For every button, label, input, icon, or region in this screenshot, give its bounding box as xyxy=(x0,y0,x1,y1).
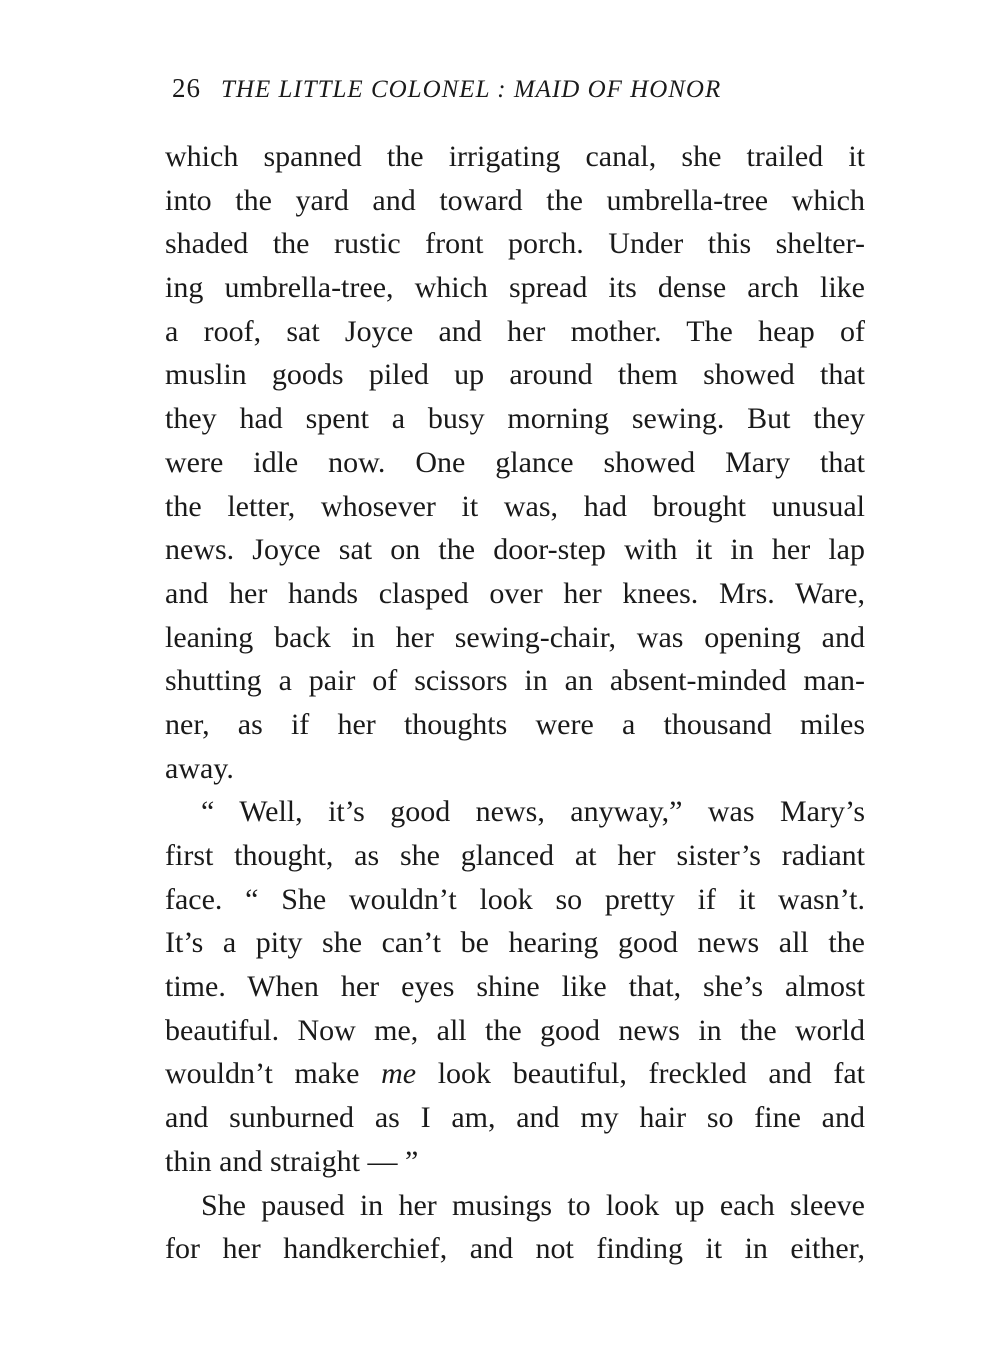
text-line: time. When her eyes shine like that, she’s almost xyxy=(165,970,865,1004)
text-line: and her hands clasped over her knees. Mrs. Ware, xyxy=(165,576,865,610)
running-head xyxy=(172,70,872,108)
text-line-with-emphasis xyxy=(165,1052,865,1096)
running-title: THE LITTLE COLONEL : MAID OF HONOR xyxy=(221,76,722,103)
text-line: beautiful. Now me, all the good news in the world xyxy=(165,1013,865,1047)
emphasized-word: me xyxy=(381,1057,417,1091)
text-line: leaning back in her sewing-chair, was opening and xyxy=(165,620,865,654)
text-line: muslin goods piled up around them showed that xyxy=(165,358,865,392)
text-line: first thought, as she glanced at her sister’s radiant xyxy=(165,839,865,872)
page-number: 26 xyxy=(172,73,201,103)
text-line: for her handkerchief, and not finding it in either, xyxy=(165,1232,865,1266)
paragraph-start-line: She paused in her musings to look up each sleeve xyxy=(201,1188,865,1222)
text-line: shaded the rustic front porch. Under this shelter- xyxy=(165,227,865,261)
text-line: the letter, whosever it was, had brought unusual xyxy=(165,489,865,523)
text-line: they had spent a busy morning sewing. But they xyxy=(165,402,865,436)
text-segment: look beautiful, freckled and fat xyxy=(416,1057,865,1091)
text-line: and sunburned as I am, and my hair so fine and xyxy=(165,1101,865,1135)
text-line: into the yard and toward the umbrella-tree which xyxy=(165,183,865,217)
text-line: ner, as if her thoughts were a thousand miles xyxy=(165,707,865,741)
text-line: shutting a pair of scissors in an absent-minded man- xyxy=(165,664,865,698)
text-line: a roof, sat Joyce and her mother. The heap of xyxy=(165,314,865,348)
text-line: It’s a pity she can’t be hearing good news all the xyxy=(165,926,865,960)
body-text xyxy=(165,135,865,1271)
text-line: were idle now. One glance showed Mary that xyxy=(165,445,865,479)
text-line: face. “ She wouldn’t look so pretty if it wasn’t. xyxy=(165,882,865,916)
paragraph-start-line: “ Well, it’s good news, anyway,” was Mary’s xyxy=(201,795,865,829)
text-line: which spanned the irrigating canal, she trailed it xyxy=(165,140,865,173)
paragraph-end-line: away. xyxy=(165,751,234,785)
text-line: news. Joyce sat on the door-step with it in her lap xyxy=(165,533,865,567)
paragraph-end-line: thin and straight — ” xyxy=(165,1144,419,1178)
text-segment: wouldn’t make xyxy=(165,1057,382,1091)
text-line: ing umbrella-tree, which spread its dense arch like xyxy=(165,271,865,305)
